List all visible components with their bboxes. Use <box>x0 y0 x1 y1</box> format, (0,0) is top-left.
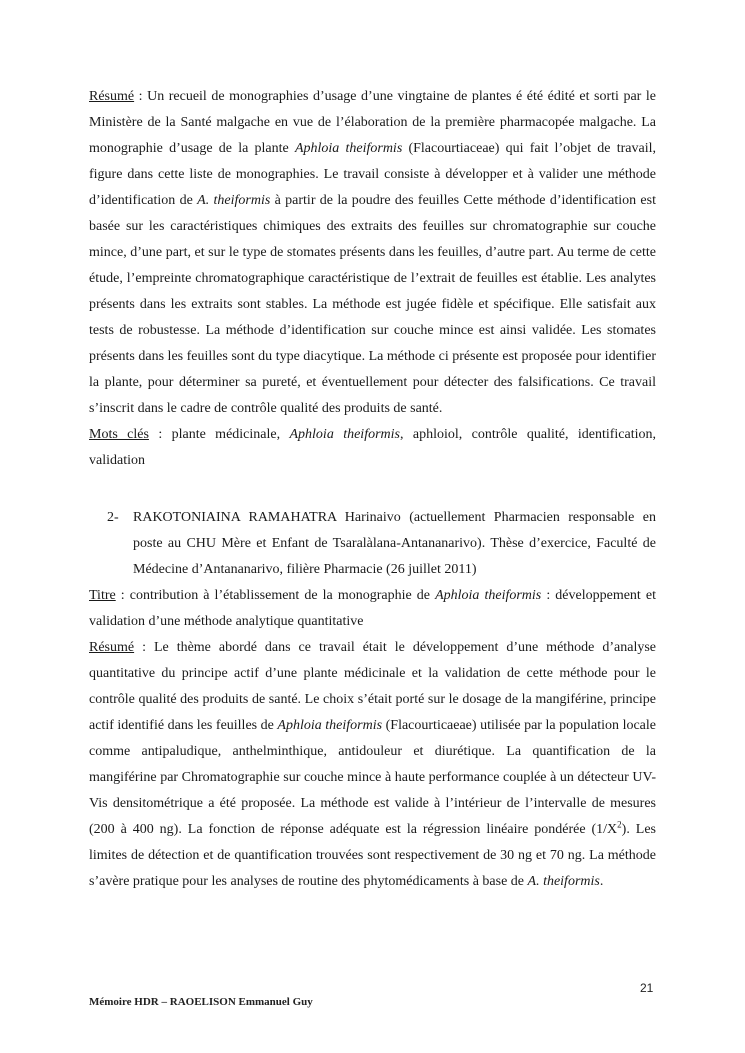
titre-2-paragraph <box>89 583 656 635</box>
keywords-1-paragraph <box>89 422 656 474</box>
resume-1-paragraph <box>89 84 656 422</box>
separator: : <box>148 427 172 442</box>
text-run: : développement et validation d’une méthode analytique quantitative <box>89 588 656 629</box>
species-name: Aphloia theiformis <box>289 427 400 442</box>
text-run: plante médicinale, <box>171 427 290 442</box>
separator: : <box>134 89 148 104</box>
footer-text: Mémoire HDR – RAOELISON Emmanuel Guy <box>89 996 313 1008</box>
species-name: Aphloia theiformis <box>294 141 403 156</box>
text-run: Un recueil de monographies d’usage d’une vingtaine de plantes é été édité et sorti par le Ministère de la Santé malgache en vue de l’élaboration de la première pharmacopée malgache. La monographie d’usage de la plante <box>89 89 656 156</box>
reference-text: RAKOTONIAINA RAMAHATRA Harinaivo (actuellement Pharmacien responsable en poste au CHU Mère et Enfant de Tsaralàlana-Antananarivo). Thèse d’exercice, Faculté de Médecine d’Antananarivo, filière Pharmacie (26 juillet 2011) <box>133 510 656 577</box>
text-run: contribution à l’établissement de la monographie de <box>129 588 436 603</box>
text-run: (Flacourticaeae) utilisée par la population locale comme antipaludique, anthelminthique, antidouleur et diurétique. La quantification de la mangiférine par Chromatographie sur couche mince à haute performance couplée à un détecteur UV-Vis densitométrique a été proposée. La méthode est valide à l’intérieur de l’intervalle de mesures (200 à 400 ng). La fonction de réponse adéquate est la régression linéaire pondérée (1/X <box>89 718 656 837</box>
resume-2-label: Résumé <box>89 640 135 655</box>
resume-1-label: Résumé <box>89 89 135 104</box>
separator: : <box>115 588 130 603</box>
text-run: . <box>599 874 604 889</box>
resume-2-paragraph <box>89 635 656 895</box>
species-name: Aphloia theiformis <box>277 718 383 733</box>
text-run: à partir de la poudre des feuilles Cette méthode d’identification est basée sur les caractéristiques chimiques des extraits des feuilles sur chromatographie sur couche mince, d’une part, et sur le type de stomates présents dans les feuilles, d’autre part. Au terme de cette étude, l’empreinte chromatographique caractéristique de l’extrait de feuilles est établie. Les analytes présents dans les extraits sont stables. La méthode est jugée fidèle et spécifique. Elle satisfait aux tests de robustesse. La méthode d’identification sur couche mince est ainsi validée. Les stomates présents dans les feuilles sont du type diacytique. La méthode ci présente est proposée pour identifier la plante, pour déterminer sa pureté, et éventuellement pour détecter des falsifications. Ce travail s’inscrit dans le cadre de contrôle qualité des produits de santé. <box>89 193 656 416</box>
text-run: ). Les limites de détection et de quantification trouvées sont respectivement de 30 ng et 70 ng. La méthode s’avère pratique pour les analyses de routine des phytomédicaments à base de <box>89 822 656 889</box>
species-name: A. theiformis <box>197 193 271 208</box>
separator: : <box>134 640 154 655</box>
superscript: 2 <box>617 819 622 830</box>
page-content <box>89 84 656 895</box>
titre-2-label: Titre <box>89 588 116 603</box>
keywords-1-label: Mots clés <box>89 427 149 442</box>
species-name: Aphloia theiformis <box>435 588 542 603</box>
reference-item-2 <box>89 505 656 583</box>
text-run: , aphloiol, contrôle qualité, identification, validation <box>89 427 656 468</box>
text-run: Le thème abordé dans ce travail était le développement d’une méthode d’analyse quantitative du principe actif d’une plante médicinale et la validation de cette méthode pour le contrôle qualité des produits de santé. Le choix s’était porté sur le dosage de la mangiférine, principe actif identifié dans les feuilles de <box>89 640 656 733</box>
item-number: 2- <box>107 510 119 525</box>
species-name: A. theiformis <box>527 874 600 889</box>
page-number: 21 <box>640 981 654 995</box>
text-run: (Flacourtiaceae) qui fait l’objet de travail, figure dans cette liste de monographies. Le travail consiste à développer et à valider une méthode d’identification de <box>89 141 656 208</box>
